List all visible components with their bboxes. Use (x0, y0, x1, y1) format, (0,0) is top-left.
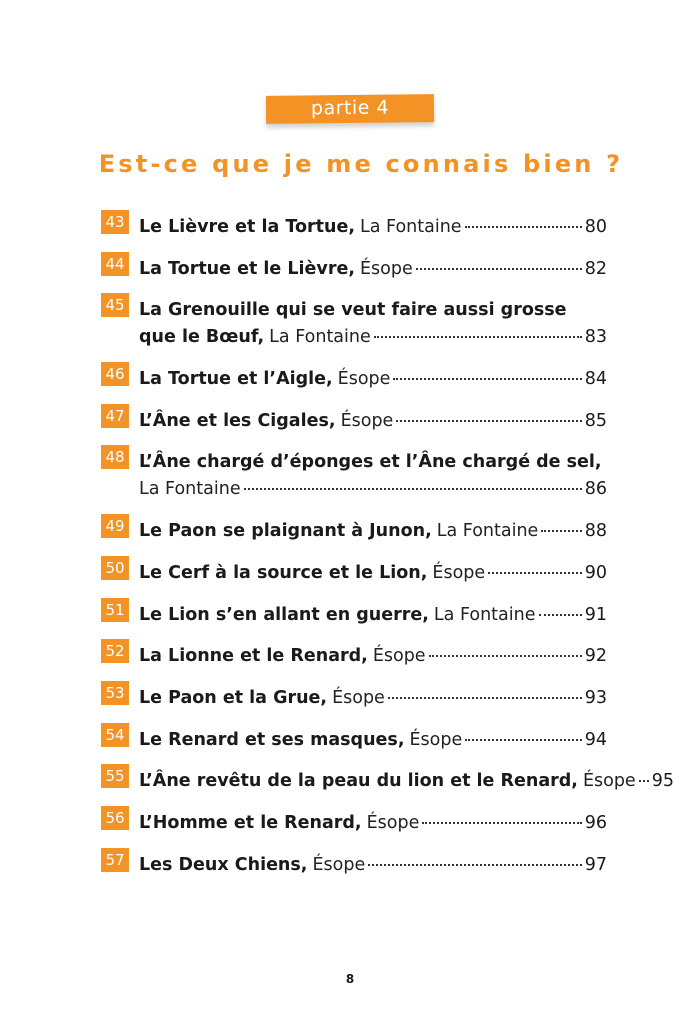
entry-author: Ésope (372, 646, 426, 667)
toc-entry[interactable] (101, 297, 607, 351)
entry-number-badge: 43 (101, 210, 129, 234)
entry-title-line1: La Grenouille qui se veut faire aussi grosse (139, 300, 567, 321)
entry-page: 96 (584, 812, 607, 833)
toc-entry[interactable] (101, 408, 607, 435)
entry-author: La Fontaine (359, 217, 462, 237)
entry-author: La Fontaine (436, 521, 539, 542)
dot-leader (374, 336, 582, 338)
dot-leader (416, 268, 582, 270)
dot-leader (368, 864, 581, 866)
entry-number-badge: 52 (101, 639, 129, 663)
entry-title: La Tortue et l’Aigle, (139, 369, 333, 390)
entry-number-badge: 54 (101, 723, 129, 747)
toc-entry[interactable] (101, 214, 607, 241)
dot-leader (465, 226, 582, 228)
entry-author: Ésope (582, 771, 636, 792)
entry-number-badge: 46 (101, 362, 129, 386)
toc-entry[interactable] (101, 366, 607, 393)
entry-author: La Fontaine (433, 604, 536, 625)
entry-title: Les Deux Chiens, (139, 854, 308, 875)
entry-number-badge: 47 (101, 404, 129, 428)
entry-number-badge: 49 (101, 514, 129, 538)
section-title: Est-ce que je me connais bien ? (98, 150, 624, 178)
entry-number-badge: 48 (101, 445, 129, 469)
entry-page: 82 (584, 258, 607, 279)
page-number: 8 (345, 972, 355, 986)
entry-page: 84 (584, 369, 607, 390)
entry-title: Le Cerf à la source et le Lion, (139, 562, 428, 583)
toc-entry[interactable] (101, 256, 607, 283)
dot-leader (639, 780, 649, 782)
table-of-contents (101, 213, 674, 893)
entry-page: 94 (584, 729, 607, 750)
dot-leader (465, 739, 581, 741)
toc-entry[interactable] (101, 449, 607, 503)
entry-page: 86 (584, 479, 607, 500)
entry-number-badge: 51 (101, 598, 129, 622)
entry-title: Le Renard et ses masques, (139, 729, 405, 750)
entry-title: Le Lion s’en allant en guerre, (139, 604, 429, 625)
entry-title: que le Bœuf, (139, 327, 265, 348)
entry-author: Ésope (366, 812, 420, 833)
toc-entry[interactable] (101, 810, 607, 837)
entry-title: L’Âne et les Cigales, (139, 410, 336, 431)
entry-number-badge: 45 (101, 293, 129, 317)
part-label: partie 4 (266, 94, 434, 124)
entry-author: Ésope (332, 687, 385, 708)
entry-author: Ésope (340, 410, 394, 431)
entry-title: L’Âne revêtu de la peau du lion et le Renard, (139, 771, 578, 792)
entry-title: Le Lièvre et la Tortue, (139, 217, 355, 237)
entry-author: Ésope (337, 369, 391, 390)
toc-entry[interactable] (101, 685, 607, 712)
entry-author: Ésope (312, 854, 366, 875)
entry-number-badge: 55 (101, 764, 129, 788)
entry-page: 93 (584, 687, 607, 708)
dot-leader (429, 655, 582, 657)
toc-entry[interactable] (101, 727, 607, 754)
entry-number-badge: 57 (101, 848, 129, 872)
entry-title: Le Paon et la Grue, (139, 687, 328, 708)
entry-author: La Fontaine (269, 327, 371, 348)
entry-page: 91 (584, 604, 607, 625)
entry-title: L’Homme et le Renard, (139, 812, 362, 833)
dot-leader (244, 488, 582, 490)
dot-leader (539, 614, 582, 616)
entry-number-badge: 44 (101, 252, 129, 276)
dot-leader (393, 378, 581, 380)
entry-page: 88 (584, 521, 607, 542)
entry-page: 92 (584, 646, 607, 667)
toc-entry[interactable] (101, 602, 607, 629)
entry-page: 97 (584, 854, 607, 875)
dot-leader (396, 420, 581, 422)
dot-leader (541, 530, 581, 532)
entry-author: Ésope (432, 562, 486, 583)
entry-page: 90 (584, 562, 607, 583)
dot-leader (388, 697, 582, 699)
dot-leader (488, 572, 582, 574)
toc-entry[interactable] (101, 767, 674, 795)
entry-page: 95 (651, 771, 674, 792)
entry-page: 85 (584, 410, 607, 431)
entry-title: Le Paon se plaignant à Junon, (139, 521, 432, 542)
entry-page: 83 (584, 327, 607, 348)
entry-page: 80 (584, 217, 607, 237)
entry-number-badge: 56 (101, 806, 129, 830)
entry-author: Ésope (359, 258, 413, 279)
entry-author: Ésope (409, 729, 463, 750)
dot-leader (422, 822, 581, 824)
entry-title-line1: L’Âne chargé d’éponges et l’Âne chargé de sel, (139, 452, 602, 473)
toc-entry[interactable] (101, 643, 607, 670)
entry-title: La Lionne et le Renard, (139, 646, 368, 667)
entry-title: La Tortue et le Lièvre, (139, 258, 355, 279)
toc-entry[interactable] (101, 518, 607, 545)
entry-number-badge: 53 (101, 681, 129, 705)
entry-author: La Fontaine (139, 479, 241, 500)
toc-entry[interactable] (101, 852, 607, 879)
toc-entry[interactable] (101, 560, 607, 587)
entry-number-badge: 50 (101, 556, 129, 580)
